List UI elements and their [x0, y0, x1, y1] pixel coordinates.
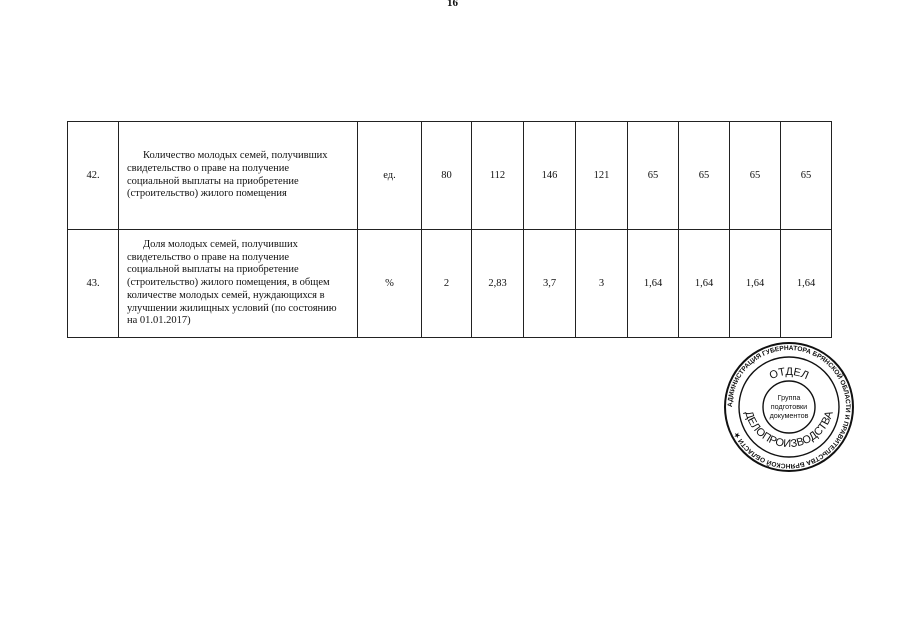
- stamp-lower-text: ДЕЛОПРОИЗВОДСТВА: [742, 409, 836, 451]
- stamp-seal-icon: [722, 340, 856, 474]
- stamp-center-line: Группа: [777, 393, 801, 402]
- value-cell: 65: [781, 122, 832, 230]
- value-cell: 80: [422, 122, 472, 230]
- value-cell: 146: [524, 122, 576, 230]
- page-number: 16: [447, 0, 458, 9]
- unit-cell: %: [358, 230, 422, 338]
- table-row: [68, 122, 832, 230]
- value-cell: 1,64: [679, 230, 730, 338]
- value-cell: 2,83: [472, 230, 524, 338]
- value-cell: 112: [472, 122, 524, 230]
- table-row: [68, 230, 832, 338]
- value-cell: 2: [422, 230, 472, 338]
- value-cell: 1,64: [781, 230, 832, 338]
- stamp-center-line: подготовки: [770, 402, 808, 411]
- stamp-outer-ring: АДМИНИСТРАЦИЯ ГУБЕРНАТОРА БРЯНСКОЙ ОБЛАСТИ И ПРАВИТЕЛЬСТВА БРЯНСКОЙ ОБЛАСТИ ★: [726, 344, 852, 470]
- stamp-upper-text: ОТДЕЛ: [767, 365, 811, 383]
- value-cell: 65: [679, 122, 730, 230]
- value-cell: 1,64: [730, 230, 781, 338]
- unit-cell: ед.: [358, 122, 422, 230]
- row-number: 43.: [68, 230, 119, 338]
- svg-text:ОТДЕЛ: [768, 366, 811, 382]
- indicator-description: Доля молодых семей, получивших свидетельство о праве на получение социальной выплаты на приобретение (строительство) жилого помещения, в общем количестве молодых семей, нуждающихся в улучшении жилищных условий (по состоянию на 01.01.2017): [119, 230, 358, 338]
- indicator-description: Количество молодых семей, получивших свидетельство о праве на получение социальной выплаты на приобретение (строительство) жилого помещения: [119, 122, 358, 230]
- value-cell: 65: [730, 122, 781, 230]
- value-cell: 121: [576, 122, 628, 230]
- value-cell: 3,7: [524, 230, 576, 338]
- office-stamp: [722, 340, 856, 474]
- row-number: 42.: [68, 122, 119, 230]
- value-cell: 3: [576, 230, 628, 338]
- stamp-center-line: документов: [769, 411, 809, 420]
- value-cell: 65: [628, 122, 679, 230]
- indicators-table: [67, 121, 832, 338]
- value-cell: 1,64: [628, 230, 679, 338]
